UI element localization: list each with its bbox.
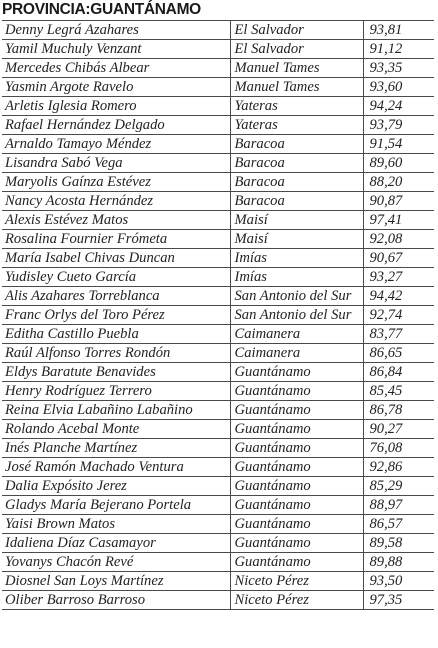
- table-row: [2, 553, 434, 572]
- table-row: [2, 59, 434, 78]
- score-cell: 90,27: [363, 420, 434, 439]
- name-cell: Editha Castillo Puebla: [2, 325, 230, 344]
- municipality-cell: Maisí: [230, 211, 363, 230]
- name-cell: Reina Elvia Labañino Labañino: [2, 401, 230, 420]
- table-row: [2, 363, 434, 382]
- name-cell: Arnaldo Tamayo Méndez: [2, 135, 230, 154]
- table-row: [2, 230, 434, 249]
- name-cell: Rosalina Fournier Frómeta: [2, 230, 230, 249]
- name-cell: Mercedes Chibás Albear: [2, 59, 230, 78]
- name-cell: Yamil Muchuly Venzant: [2, 40, 230, 59]
- municipality-cell: Guantánamo: [230, 363, 363, 382]
- name-cell: Diosnel San Loys Martínez: [2, 572, 230, 591]
- name-cell: Maryolis Gaínza Estévez: [2, 173, 230, 192]
- table-row: [2, 401, 434, 420]
- score-cell: 90,67: [363, 249, 434, 268]
- table-row: [2, 40, 434, 59]
- score-cell: 93,27: [363, 268, 434, 287]
- score-cell: 93,60: [363, 78, 434, 97]
- name-cell: Gladys María Bejerano Portela: [2, 496, 230, 515]
- municipality-cell: Baracoa: [230, 154, 363, 173]
- municipality-cell: Yateras: [230, 97, 363, 116]
- municipality-cell: Imías: [230, 268, 363, 287]
- table-row: [2, 420, 434, 439]
- score-cell: 93,79: [363, 116, 434, 135]
- name-cell: Yasmin Argote Ravelo: [2, 78, 230, 97]
- score-cell: 85,29: [363, 477, 434, 496]
- name-cell: Franc Orlys del Toro Pérez: [2, 306, 230, 325]
- score-cell: 89,88: [363, 553, 434, 572]
- candidates-table: [2, 20, 434, 610]
- name-cell: Alis Azahares Torreblanca: [2, 287, 230, 306]
- score-cell: 86,84: [363, 363, 434, 382]
- score-cell: 76,08: [363, 439, 434, 458]
- score-cell: 86,65: [363, 344, 434, 363]
- table-row: [2, 572, 434, 591]
- table-row: [2, 306, 434, 325]
- score-cell: 91,54: [363, 135, 434, 154]
- table-row: [2, 154, 434, 173]
- name-cell: Alexis Estévez Matos: [2, 211, 230, 230]
- table-row: [2, 78, 434, 97]
- municipality-cell: Guantánamo: [230, 515, 363, 534]
- municipality-cell: Guantánamo: [230, 382, 363, 401]
- municipality-cell: Guantánamo: [230, 477, 363, 496]
- municipality-cell: Guantánamo: [230, 420, 363, 439]
- name-cell: Inés Planche Martínez: [2, 439, 230, 458]
- table-row: [2, 515, 434, 534]
- score-cell: 86,78: [363, 401, 434, 420]
- name-cell: José Ramón Machado Ventura: [2, 458, 230, 477]
- score-cell: 90,87: [363, 192, 434, 211]
- name-cell: Idaliena Díaz Casamayor: [2, 534, 230, 553]
- name-cell: Yaisi Brown Matos: [2, 515, 230, 534]
- table-row: [2, 458, 434, 477]
- table-row: [2, 325, 434, 344]
- score-cell: 92,86: [363, 458, 434, 477]
- name-cell: María Isabel Chivas Duncan: [2, 249, 230, 268]
- table-row: [2, 192, 434, 211]
- table-row: [2, 477, 434, 496]
- score-cell: 89,58: [363, 534, 434, 553]
- name-cell: Raúl Alfonso Torres Rondón: [2, 344, 230, 363]
- table-body: [2, 21, 434, 610]
- municipality-cell: Guantánamo: [230, 534, 363, 553]
- municipality-cell: Guantánamo: [230, 401, 363, 420]
- table-row: [2, 173, 434, 192]
- score-cell: 88,20: [363, 173, 434, 192]
- municipality-cell: San Antonio del Sur: [230, 306, 363, 325]
- name-cell: Arletis Iglesia Romero: [2, 97, 230, 116]
- table-row: [2, 344, 434, 363]
- score-cell: 94,42: [363, 287, 434, 306]
- municipality-cell: Niceto Pérez: [230, 591, 363, 610]
- score-cell: 92,74: [363, 306, 434, 325]
- table-row: [2, 496, 434, 515]
- municipality-cell: Yateras: [230, 116, 363, 135]
- name-cell: Rafael Hernández Delgado: [2, 116, 230, 135]
- municipality-cell: Baracoa: [230, 135, 363, 154]
- score-cell: 94,24: [363, 97, 434, 116]
- name-cell: Oliber Barroso Barroso: [2, 591, 230, 610]
- name-cell: Yudisley Cueto García: [2, 268, 230, 287]
- table-row: [2, 135, 434, 154]
- name-cell: Yovanys Chacón Revé: [2, 553, 230, 572]
- name-cell: Henry Rodríguez Terrero: [2, 382, 230, 401]
- municipality-cell: Baracoa: [230, 173, 363, 192]
- score-cell: 93,35: [363, 59, 434, 78]
- municipality-cell: San Antonio del Sur: [230, 287, 363, 306]
- municipality-cell: Guantánamo: [230, 458, 363, 477]
- table-row: [2, 268, 434, 287]
- municipality-cell: Caimanera: [230, 344, 363, 363]
- table-row: [2, 249, 434, 268]
- name-cell: Denny Legrá Azahares: [2, 21, 230, 40]
- table-row: [2, 534, 434, 553]
- table-row: [2, 439, 434, 458]
- province-heading: PROVINCIA:GUANTÁNAMO: [2, 1, 201, 18]
- table-row: [2, 21, 434, 40]
- municipality-cell: Manuel Tames: [230, 59, 363, 78]
- municipality-cell: Baracoa: [230, 192, 363, 211]
- score-cell: 83,77: [363, 325, 434, 344]
- municipality-cell: Guantánamo: [230, 439, 363, 458]
- name-cell: Rolando Acebal Monte: [2, 420, 230, 439]
- name-cell: Nancy Acosta Hernández: [2, 192, 230, 211]
- name-cell: Dalia Expósito Jerez: [2, 477, 230, 496]
- score-cell: 89,60: [363, 154, 434, 173]
- municipality-cell: Guantánamo: [230, 496, 363, 515]
- name-cell: Lisandra Sabó Vega: [2, 154, 230, 173]
- score-cell: 97,35: [363, 591, 434, 610]
- table-row: [2, 287, 434, 306]
- municipality-cell: Caimanera: [230, 325, 363, 344]
- municipality-cell: Maisí: [230, 230, 363, 249]
- score-cell: 93,50: [363, 572, 434, 591]
- municipality-cell: Manuel Tames: [230, 78, 363, 97]
- table-row: [2, 116, 434, 135]
- table-row: [2, 211, 434, 230]
- score-cell: 88,97: [363, 496, 434, 515]
- table-row: [2, 382, 434, 401]
- table-row: [2, 591, 434, 610]
- municipality-cell: El Salvador: [230, 40, 363, 59]
- municipality-cell: Imías: [230, 249, 363, 268]
- score-cell: 91,12: [363, 40, 434, 59]
- table-row: [2, 97, 434, 116]
- municipality-cell: Guantánamo: [230, 553, 363, 572]
- municipality-cell: El Salvador: [230, 21, 363, 40]
- name-cell: Eldys Baratute Benavides: [2, 363, 230, 382]
- score-cell: 93,81: [363, 21, 434, 40]
- score-cell: 85,45: [363, 382, 434, 401]
- score-cell: 97,41: [363, 211, 434, 230]
- score-cell: 92,08: [363, 230, 434, 249]
- municipality-cell: Niceto Pérez: [230, 572, 363, 591]
- score-cell: 86,57: [363, 515, 434, 534]
